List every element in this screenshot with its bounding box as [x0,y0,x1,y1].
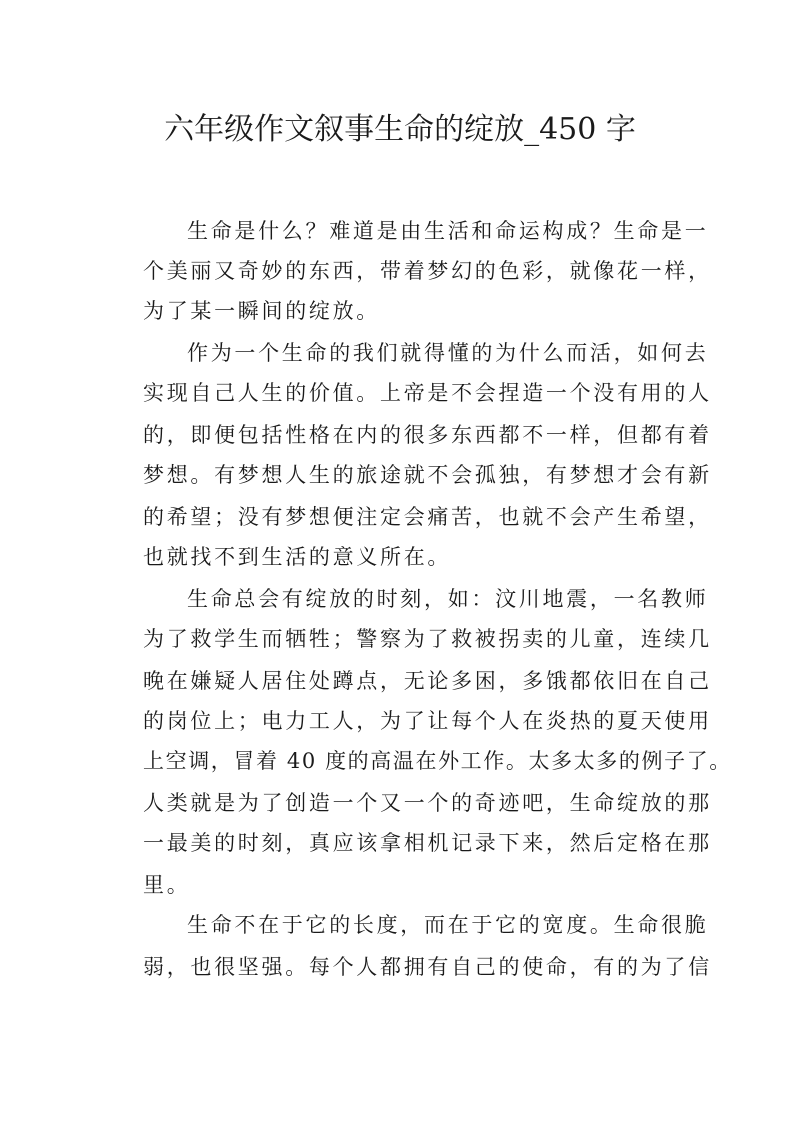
text-line: 的岗位上；电力工人，为了让每个人在炎热的夏天使用 [143,709,712,733]
text-line: 为了某一瞬间的绽放。 [143,299,380,323]
text-line: 个美丽又奇妙的东西，带着梦幻的色彩，就像花一样， [143,259,712,283]
text-line: 晚在嫌疑人居住处蹲点，无论多困，多饿都依旧在自己 [143,669,712,693]
text-line: 一最美的时刻，真应该拿相机记录下来，然后定格在那 [143,831,712,855]
text-line: 里。 [143,873,191,897]
text-line: 实现自己人生的价值。上帝是不会捏造一个没有用的人 [143,381,712,405]
text-line: 的，即便包括性格在内的很多东西都不一样，但都有着 [143,423,712,447]
text-line: 生命总会有绽放的时刻，如：汶川地震，一名教师 [187,587,709,611]
text-line: 作为一个生命的我们就得懂的为什么而活，如何去 [187,341,709,365]
text-line: 为了救学生而牺牲；警察为了救被拐卖的儿童，连续几 [143,627,712,651]
text-line: 的希望；没有梦想便注定会痛苦，也就不会产生希望， [143,505,712,529]
text-line: 梦想。有梦想人生的旅途就不会孤独，有梦想才会有新 [143,463,712,487]
text-line: 弱，也很坚强。每个人都拥有自己的使命，有的为了信 [143,955,712,979]
text-line: 生命是什么？难道是由生活和命运构成？生命是一 [187,219,709,243]
text-line: 也就找不到生活的意义所在。 [143,545,452,569]
text-line: 上空调，冒着 40 度的高温在外工作。太多太多的例子了。 [143,749,732,773]
text-line: 生命不在于它的长度，而在于它的宽度。生命很脆 [187,913,709,937]
text-line: 人类就是为了创造一个又一个的奇迹吧，生命绽放的那 [143,791,712,815]
document-title: 六年级作文叙事生命的绽放_450 字 [164,112,636,147]
